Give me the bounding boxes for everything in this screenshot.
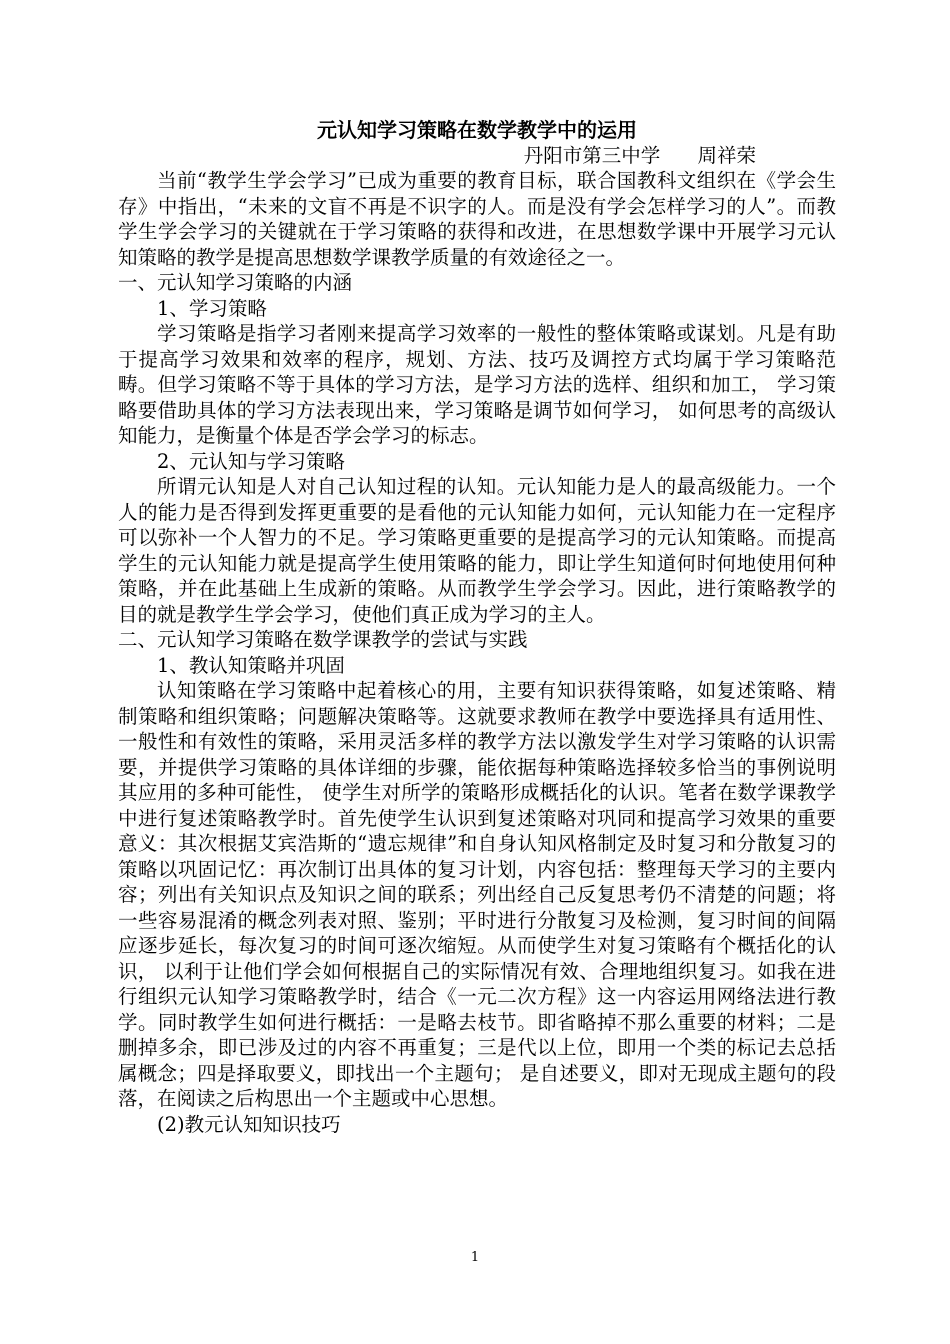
subsection-heading-1-2: 2、元认知与学习策略 (157, 449, 345, 473)
intro-paragraph: 当前“教学生学会学习”已成为重要的教育目标，联合国教科文组织在《学会生存》中指出，“未来的文盲不再是不识字的人。而是没有学会怎样学习的人”。而教学生学会学习的关键就在于学习策略的获得和改进，在思想数学课中开展学习元认知策略的教学是提高思想数学课教学质量的有效途径之一。 (118, 169, 836, 269)
section-heading-2: 二、元认知学习策略在数学课教学的尝试与实践 (118, 628, 528, 651)
document-title: 元认知学习策略在数学教学中的运用 (317, 118, 637, 142)
paragraph-cognitive-strategy: 认知策略在学习策略中起着核心的用，主要有知识获得策略，如复述策略、精制策略和组织策略；问题解决策略等。这就要求教师在教学中要选择具有适用性、一般性和有效性的策略，采用灵活多样的教学方法以激发学生对学习策略的认识需要，并提供学习策略的具体详细的步骤，能依据每种策略选择较多恰当的事例说明其应用的多种可能性， 使学生对所学的策略形成概括化的认识。笔者在数学课教学中进行复述策略教学时。首先使学生认识到复述策略对巩同和提高学习效果的重要意义：其次根据艾宾浩斯的“遗忘规律”和自身认知风格制定及时复习和分散复习的策略以巩固记忆：再次制订出具体的复习计划，内容包括：整理每天学习的主要内容；列出有关知识点及知识之间的联系；列出经自己反复思考仍不清楚的问题；将一些容易混淆的概念列表对照、鉴别；平时进行分散复习及检测，复习时间的间隔应逐步延长，每次复习的时间可逐次缩短。从而使学生对复习策略有个概括化的认识， 以利于让他们学会如何根据自己的实际情况有效、合理地组织复习。如我在进行组织元认知学习策略教学时，结合《一元二次方程》这一内容运用网络法进行教学。同时教学生如何进行概括：一是略去枝节。即省略掉不那么重要的材料；二是删掉多余，即已涉及过的内容不再重复；三是代以上位，即用一个类的标记去总括属概念；四是择取要义，即找出一个主题句； 是自述要义，即对无现成主题句的段落，在阅读之后构思出一个主题或中心思想。 (118, 679, 836, 1110)
page-number: 1 (470, 1250, 480, 1265)
subsection-heading-1-1: 1、学习策略 (157, 296, 267, 320)
section-heading-1: 一、元认知学习策略的内涵 (118, 271, 353, 294)
subsection-heading-2-2: (2)教元认知知识技巧 (157, 1112, 341, 1136)
paragraph-learning-strategy: 学习策略是指学习者刚来提高学习效率的一般性的整体策略或谋划。凡是有助于提高学习效果和效率的程序，规划、方法、技巧及调控方式均属于学习策略范畴。但学习策略不等于具体的学习方法，是学习方法的选样、组织和加工， 学习策略要借助具体的学习方法表现出来，学习策略是调节如何学习， 如何思考的高级认知能力，是衡量个体是否学会学习的标志。 (118, 322, 836, 447)
subsection-heading-2-1: 1、教认知策略并巩固 (157, 653, 345, 677)
page-content (118, 117, 836, 1137)
paragraph-metacognition: 所谓元认知是人对自己认知过程的认知。元认知能力是人的最高级能力。一个人的能力是否得到发挥更重要的是看他的元认知能力如何，元认知能力在一定程序可以弥补一个人智力的不足。学习策略更重要的是提高学习的元认知策略。而提高学生的元认知能力就是提高学生使用策略的能力，即让学生知道何时何地使用何种策略，并在此基础上生成新的策略。从而教学生学会学习。因此，进行策略教学的目的就是教学生学会学习，使他们真正成为学习的主人。 (118, 475, 836, 626)
author-line: 丹阳市第三中学 周祥荣 (523, 144, 756, 167)
